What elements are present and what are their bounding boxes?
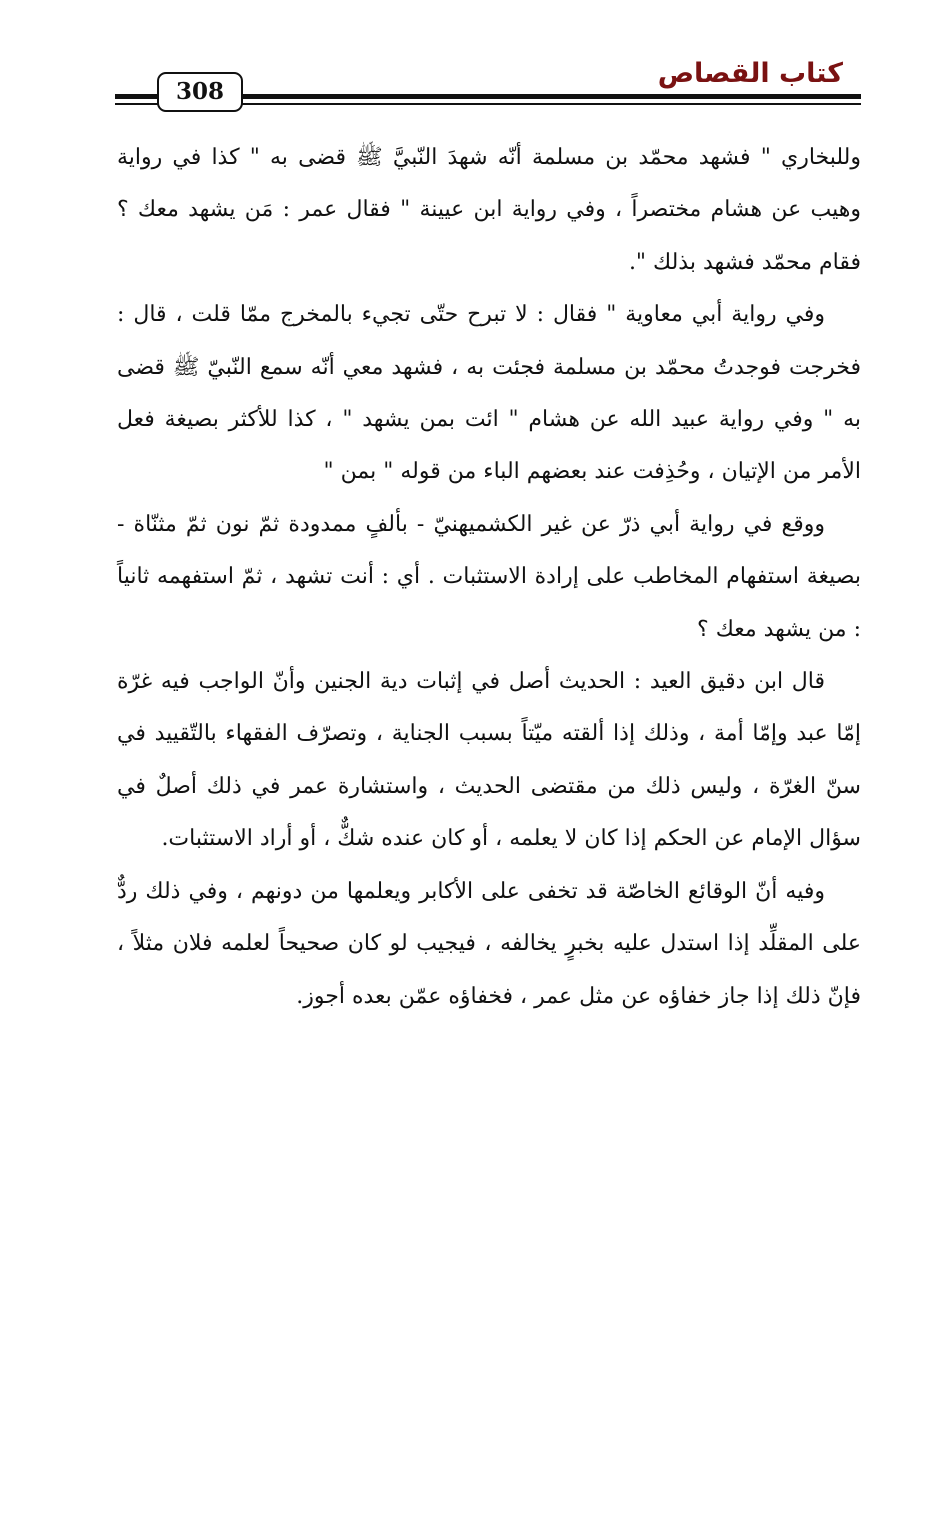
page-number: 308 — [157, 72, 243, 112]
paragraph-5: وفيه أنّ الوقائع الخاصّة قد تخفى على الأكابر ويعلمها من دونهم ، وفي ذلك ردٌّ على المقلِّد إذا استدل عليه بخبرٍ يخالفه ، فيجيب لو كان صحيحاً لعلمه فلان مثلاً ، فإنّ ذلك إذا جاز خفاؤه عن مثل عمر ، فخفاؤه عمّن بعده أجوز. — [117, 878, 861, 1009]
page-header — [115, 50, 861, 120]
page-body — [117, 132, 861, 1023]
paragraph-2: وفي رواية أبي معاوية " فقال : لا تبرح حتّى تجيء بالمخرج ممّا قلت ، قال : فخرجت فوجدتُ محمّد بن مسلمة فجئت به ، فشهد معي أنّه سمع النّبيّ ﷺ قضى به " وفي رواية عبيد الله عن هشام " ائت بمن يشهد " ، كذا للأكثر بصيغة فعل الأمر من الإتيان ، وحُذِفت عند بعضهم الباء من قوله " بمن " — [117, 302, 861, 485]
paragraph-1: وللبخاري " فشهد محمّد بن مسلمة أنّه شهدَ النّبيَّ ﷺ قضى به " كذا في رواية وهيب عن هشام مختصراً ، وفي رواية ابن عيينة " فقال عمر : مَن يشهد معك ؟ فقام محمّد فشهد بذلك ". — [117, 145, 861, 275]
paragraph-3: ووقع في رواية أبي ذرّ عن غير الكشميهنيّ - بألفٍ ممدودة ثمّ نون ثمّ مثنّاة - بصيغة استفهام المخاطب على إرادة الاستثبات . أي : أنت تشهد ، ثمّ استفهمه ثانياً : من يشهد معك ؟ — [117, 511, 861, 642]
book-title: كتاب القصاص — [657, 58, 843, 89]
paragraph-4: قال ابن دقيق العيد : الحديث أصل في إثبات دية الجنين وأنّ الواجب فيه غرّة إمّا عبد وإمّا أمة ، وذلك إذا ألقته ميّتاً بسبب الجناية ، وتصرّف الفقهاء بالتّقييد في سنّ الغرّة ، وليس ذلك من مقتضى الحديث ، واستشارة عمر في ذلك أصلٌ في سؤال الإمام عن الحكم إذا كان لا يعلمه ، أو كان عنده شكٌّ ، أو أراد الاستثبات. — [117, 669, 861, 852]
